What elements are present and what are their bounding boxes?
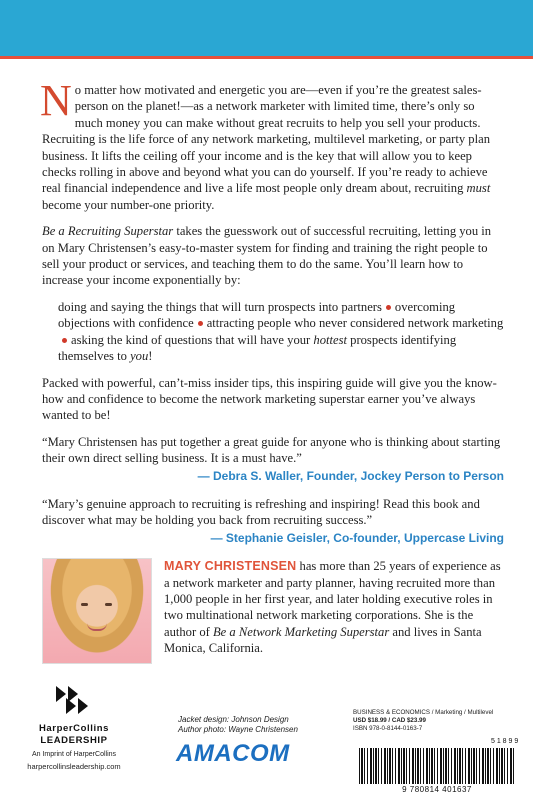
book-paragraph: Be a Recruiting Superstar takes the guesswork out of successful recruiting, letting you in on Mary Christensen’s easy-to-master system for finding and training the right people to sell your product or services, and teaching them to do the same. You’ll learn how to increase your income exponentially by: (42, 224, 492, 288)
top-color-band (0, 0, 533, 56)
endorsement-quote: “Mary Christensen has put together a great guide for anyone who is thinking about starting their own direct selling business. It is a must have.” (42, 434, 501, 466)
author-section (42, 558, 504, 668)
author-name: MARY CHRISTENSEN (164, 559, 297, 574)
barcode-supplement: 5 1 8 9 9 (491, 738, 519, 745)
harpercollins-logo-icon (52, 680, 92, 720)
barcode-number: 9 780814 401637 (402, 785, 472, 794)
endorsement-attribution: — Debra S. Waller, Founder, Jockey Person to Person (197, 468, 504, 483)
endorsement-quote: “Mary’s genuine approach to recruiting is refreshing and inspiring! Read this book and discover what may be holding you back from recruiting success.” (42, 496, 480, 528)
benefit-item: asking the kind of questions that will have your (71, 332, 314, 347)
cover-footer (0, 680, 533, 800)
design-credits: Jacket design: Johnson Design Author photo: Wayne Christensen (178, 715, 298, 734)
benefit-item: doing and saying the things that will turn prospects into partners (58, 299, 382, 314)
publisher-imprint: An Imprint of HarperCollins (31, 751, 117, 758)
publisher-name: HarperCollins LEADERSHIP (38, 723, 110, 746)
publisher-url: harpercollinsleadership.com (27, 762, 121, 771)
bullet-dot-icon (386, 305, 391, 310)
barcode (353, 738, 521, 796)
accent-rule (0, 56, 533, 59)
barcode-bars (359, 748, 515, 784)
bisac-category: BUSINESS & ECONOMICS / Marketing / Multilevel (353, 709, 494, 716)
author-bio: MARY CHRISTENSEN has more than 25 years of experience as a network marketer and party planner, having recruited more than 1,000 people in her first year, and later holding executive roles in two multinational network marketing corporations. She is the author of Be a Network Marketing Superstar and lives in Santa Monica, California. (164, 559, 501, 656)
intro-paragraph: No matter how motivated and energetic you are—even if you’re the greatest sales-person on the planet!—as a network marketer with limited time, there’s only so much money you can make without great recruits to help you sell your products. Recruiting is the life force of any network marketing, multilevel marketing, or party plan business. It lifts the ceiling off your income and is the key that will allow you to keep checks rolling in above and beyond what you can do yourself. If you’re ready to achieve real financial independence and live a life most people only dream about, recruiting must become your number-one priority. (40, 76, 491, 212)
bullet-dot-icon (198, 321, 203, 326)
isbn-number: ISBN 978-0-8144-0163-7 (353, 725, 423, 732)
amacom-logo: AMACOM (176, 740, 290, 767)
isbn-info (353, 709, 525, 733)
benefit-list: doing and saying the things that will turn prospects into partners overcoming objections with confidence attracting people who never considered network marketingasking the kind of questions that will have your hottest prospects identifying themselves to you! (58, 299, 504, 364)
benefit-item: overcoming objections with confidence (58, 299, 456, 331)
back-cover-copy (40, 76, 504, 668)
price: USD $18.99 / CAD $23.99 (353, 717, 426, 724)
author-photo (42, 558, 152, 664)
benefit-item: attracting people who never considered network marketing (206, 316, 504, 331)
packed-paragraph: Packed with powerful, can’t-miss insider tips, this inspiring guide will give you the know-how and confidence to become the network marketing superstar earner you’ve always wanted to be! (42, 375, 497, 423)
endorsement-attribution: — Stephanie Geisler, Co-founder, Uppercase Living (210, 530, 504, 545)
bullet-dot-icon (62, 338, 67, 343)
drop-cap: N (40, 76, 72, 125)
book-title: Be a Recruiting Superstar (42, 224, 174, 239)
